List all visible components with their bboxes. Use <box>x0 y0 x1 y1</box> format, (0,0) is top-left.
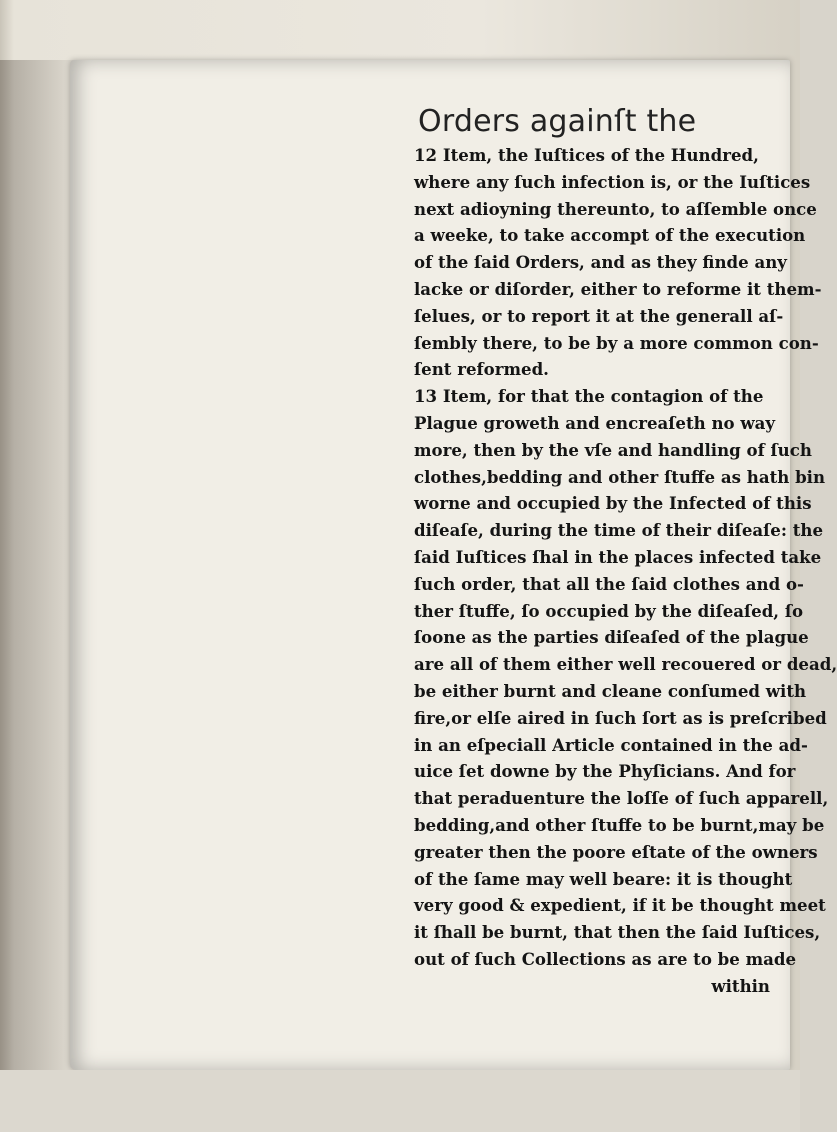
text-line: of the ſaid Orders, and as they finde any <box>414 252 787 273</box>
text-line: where any ſuch infection is, or the Iuſtices <box>414 171 811 192</box>
text-line: out of ſuch Collections as are to be made <box>414 948 797 969</box>
text-line: fire,or elſe aired in ſuch ſort as is preſcribed <box>414 707 827 728</box>
text-line: next adioyning thereunto, to aſſemble once <box>414 198 817 219</box>
text-line: in an eſpeciall Article contained in the ad- <box>414 734 808 755</box>
text-line: very good & expedient, if it be thought meet <box>414 895 826 916</box>
text-line: bedding,and other ſtuffe to be burnt,may be <box>414 814 825 835</box>
text-line: that peraduenture the loſſe of ſuch apparell, <box>414 788 829 809</box>
text-line: uice ſet downe by the Phyſicians. And for <box>414 761 796 782</box>
scan-bottom-margin <box>0 1070 800 1132</box>
text-line: ſent reformed. <box>414 359 549 380</box>
text-line: it ſhall be burnt, that then the ſaid Iuſtices, <box>414 922 821 943</box>
text-line: be either burnt and cleane conſumed with <box>414 680 807 701</box>
text-line: 12 Item, the Iuſtices of the Hundred, <box>414 145 759 165</box>
text-line: ſaid Iuſtices ſhal in the places infected take <box>414 546 822 567</box>
text-line: of the ſame may well beare: it is thought <box>414 868 793 889</box>
text-line: ſelues, or to report it at the generall aſ- <box>414 305 784 326</box>
article-text <box>414 142 837 1000</box>
text-line: diſeaſe, during the time of their diſeaſe: the <box>414 520 824 541</box>
text-line: are all of them either well recouered or dead, <box>414 654 837 675</box>
text-line: ther ſtuffe, ſo occupied by the diſeaſed, ſo <box>414 600 804 621</box>
text-line: ſuch order, that all the ſaid clothes and o- <box>414 573 804 594</box>
text-line: ſoone as the parties diſeaſed of the plague <box>414 627 809 648</box>
catchword: within <box>711 975 770 996</box>
text-line: lacke or diſorder, either to reforme it them- <box>414 278 822 299</box>
running-header: Orders againſt the <box>418 104 697 139</box>
text-line: worne and occupied by the Infected of this <box>414 493 812 514</box>
text-line: more, then by the vſe and handling of ſuch <box>414 439 812 460</box>
text-line: 13 Item, for that the contagion of the <box>414 386 764 407</box>
text-line: greater then the poore eſtate of the owners <box>414 841 818 862</box>
text-line: a weeke, to take accompt of the execution <box>414 225 806 246</box>
text-line: clothes,bedding and other ſtuffe as hath bin <box>414 466 826 487</box>
text-line: ſembly there, to be by a more common con- <box>414 332 819 353</box>
text-line: Plague groweth and encreaſeth no way <box>414 412 776 433</box>
